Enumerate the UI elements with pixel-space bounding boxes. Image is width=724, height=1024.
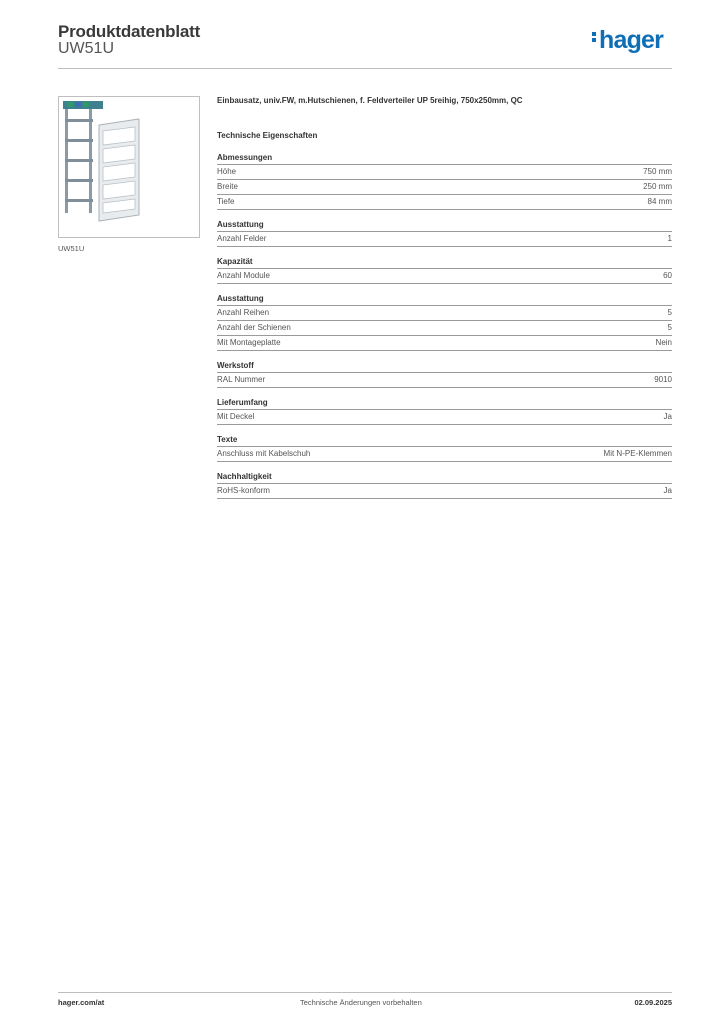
property-value: 84 mm bbox=[647, 197, 672, 206]
property-section bbox=[217, 361, 672, 388]
property-value: 750 mm bbox=[643, 167, 672, 176]
property-section bbox=[217, 220, 672, 247]
product-image bbox=[58, 96, 200, 238]
header-divider bbox=[58, 68, 672, 69]
image-caption: UW51U bbox=[58, 244, 85, 253]
section-title: Texte bbox=[217, 435, 672, 447]
logo-text: hager bbox=[599, 26, 664, 54]
property-value: 5 bbox=[667, 308, 672, 317]
section-title: Lieferumfang bbox=[217, 398, 672, 410]
property-value: 5 bbox=[667, 323, 672, 332]
section-title: Abmessungen bbox=[217, 153, 672, 165]
section-title: Werkstoff bbox=[217, 361, 672, 373]
footer-notice: Technische Änderungen vorbehalten bbox=[300, 998, 422, 1007]
property-label: Anzahl der Schienen bbox=[217, 323, 291, 332]
property-row bbox=[217, 269, 672, 284]
property-row bbox=[217, 306, 672, 321]
property-value: 1 bbox=[667, 234, 672, 243]
logo-dots-icon bbox=[592, 30, 597, 44]
product-description: Einbausatz, univ.FW, m.Hutschienen, f. Feldverteiler UP 5reihig, 750x250mm, QC bbox=[217, 96, 523, 105]
technical-heading: Technische Eigenschaften bbox=[217, 131, 318, 140]
property-row bbox=[217, 336, 672, 351]
property-label: RAL Nummer bbox=[217, 375, 266, 384]
property-value: Nein bbox=[655, 338, 672, 347]
property-row bbox=[217, 447, 672, 462]
property-label: Höhe bbox=[217, 167, 237, 176]
section-title: Ausstattung bbox=[217, 220, 672, 232]
page-title: Produktdatenblatt bbox=[58, 22, 201, 41]
section-title: Ausstattung bbox=[217, 294, 672, 306]
product-details bbox=[217, 96, 672, 509]
property-value: Ja bbox=[663, 412, 672, 421]
distribution-frame-icon bbox=[59, 97, 199, 237]
property-label: Anzahl Felder bbox=[217, 234, 267, 243]
property-value: 60 bbox=[663, 271, 672, 280]
property-row bbox=[217, 195, 672, 210]
product-code: UW51U bbox=[58, 40, 115, 57]
property-section bbox=[217, 294, 672, 351]
property-label: Mit Deckel bbox=[217, 412, 255, 421]
property-label: Anzahl Module bbox=[217, 271, 270, 280]
property-value: Ja bbox=[663, 486, 672, 495]
property-value: Mit N-PE-Klemmen bbox=[603, 449, 672, 458]
footer-website: hager.com/at bbox=[58, 998, 105, 1007]
property-row bbox=[217, 410, 672, 425]
property-row bbox=[217, 232, 672, 247]
property-row bbox=[217, 321, 672, 336]
property-section bbox=[217, 435, 672, 462]
section-title: Kapazität bbox=[217, 257, 672, 269]
property-label: Anzahl Reihen bbox=[217, 308, 270, 317]
property-sections bbox=[217, 153, 672, 499]
section-title: Nachhaltigkeit bbox=[217, 472, 672, 484]
property-value: 250 mm bbox=[643, 182, 672, 191]
hager-logo bbox=[592, 26, 663, 55]
property-label: Breite bbox=[217, 182, 238, 191]
property-value: 9010 bbox=[654, 375, 672, 384]
property-row bbox=[217, 165, 672, 180]
property-section bbox=[217, 257, 672, 284]
property-section bbox=[217, 153, 672, 210]
property-section bbox=[217, 472, 672, 499]
footer-date: 02.09.2025 bbox=[634, 998, 672, 1007]
property-row bbox=[217, 484, 672, 499]
property-label: Anschluss mit Kabelschuh bbox=[217, 449, 311, 458]
property-row bbox=[217, 180, 672, 195]
property-row bbox=[217, 373, 672, 388]
footer-divider bbox=[58, 992, 672, 993]
property-label: RoHS-konform bbox=[217, 486, 270, 495]
property-section bbox=[217, 398, 672, 425]
property-label: Mit Montageplatte bbox=[217, 338, 281, 347]
property-label: Tiefe bbox=[217, 197, 235, 206]
